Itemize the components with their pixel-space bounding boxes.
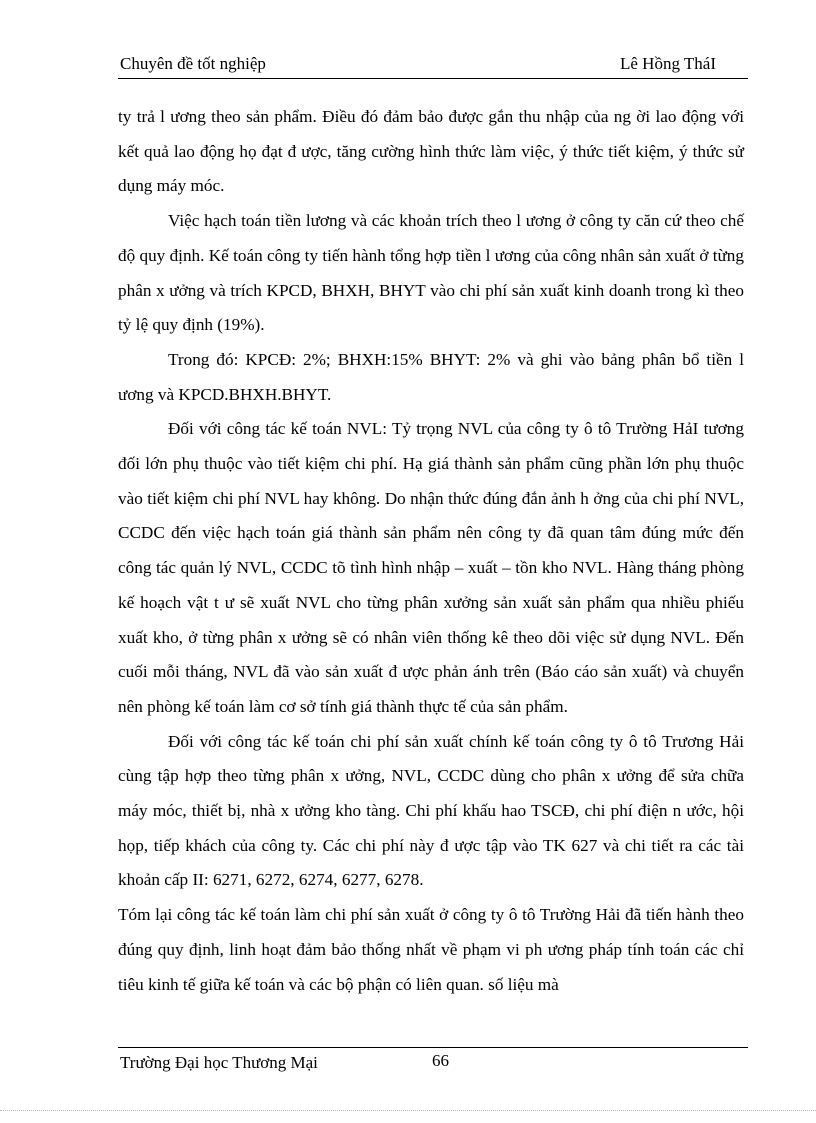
page-edge-divider <box>0 1110 816 1111</box>
paragraph-3: Trong đó: KPCĐ: 2%; BHXH:15% BHYT: 2% và ghi vào bảng phân bổ tiền l ương và KPCD.BHXH.BHYT. <box>118 349 744 404</box>
paragraph-4: Đối với công tác kế toán NVL: Tỷ trọng NVL của công ty ô tô Trường HảI tương đối lớn phụ thuộc vào tiết kiệm chi phí. Hạ giá thành sản phẩm cũng phần lớn phụ thuộc vào tiết kiệm chi phí NVL hay không. Do nhận thức đúng đắn ảnh h ởng của chi phí NVL, CCDC đến việc hạch toán giá thành sản phẩm nên công ty đã quan tâm đúng mức đến công tác quản lý NVL, CCDC tõ tình hình nhập – xuất – tồn kho NVL. Hàng tháng phòng kế hoạch vật t ư sẽ xuất NVL cho từng phân xưởng sản xuất sản phẩm qua nhiều phiếu xuất kho, ở từng phân x ưởng sẽ có nhân viên thống kê theo dõi việc sử dụng NVL. Đến cuối mỗi tháng, NVL đã vào sản xuất đ ược phản ánh trên (Báo cáo sản xuất) và chuyển nên phòng kế toán làm cơ sở tính giá thành thực tế của sản phẩm. <box>118 419 744 716</box>
page-footer <box>118 1047 748 1076</box>
body-text <box>118 100 744 1002</box>
paragraph-5: Đối với công tác kế toán chi phí sản xuất chính kế toán công ty ô tô Trương Hải cùng tập hợp theo từng phân x ưởng, NVL, CCDC dùng cho phân x ưởng để sửa chữa máy móc, thiết bị, nhà x ưởng kho tàng. Chi phí khấu hao TSCĐ, chi phí điện n ước, hội họp, tiếp khách của công ty. Các chi phí này đ ược tập vào TK 627 và chi tiết ra các tài khoản cấp II: 6271, 6272, 6274, 6277, 6278. <box>118 731 744 890</box>
header-title: Chuyên đề tốt nghiệp <box>120 54 266 73</box>
header-author: Lê Hồng TháI <box>620 54 716 73</box>
page-header <box>118 52 748 79</box>
paragraph-2: Việc hạch toán tiền lương và các khoản trích theo l ương ở công ty căn cứ theo chế độ quy định. Kế toán công ty tiến hành tổng hợp tiền l ương của công nhân sản xuất ở từng phân x ưởng và trích KPCD, BHXH, BHYT vào chi phí sản xuất kinh doanh trong kì theo tỷ lệ quy định (19%). <box>118 211 744 335</box>
paragraph-1: ty trả l ương theo sản phẩm. Điều đó đảm bảo được gắn thu nhập của ng ời lao động với kết quả lao động họ đạt đ ược, tăng cường hình thức làm việc, ý thức tiết kiệm, ý thức sử dụng máy móc. <box>118 107 744 196</box>
paragraph-6: Tóm lại công tác kế toán làm chi phí sản xuất ở công ty ô tô Trường Hải đã tiến hành theo đúng quy định, linh hoạt đảm bảo thống nhất về phạm vi ph ương pháp tính toán các chỉ tiêu kinh tế giữa kế toán và các bộ phận có liên quan. số liệu mà <box>118 905 744 994</box>
footer-school: Trường Đại học Thương Mại <box>120 1053 318 1072</box>
page-number: 66 <box>432 1051 449 1070</box>
